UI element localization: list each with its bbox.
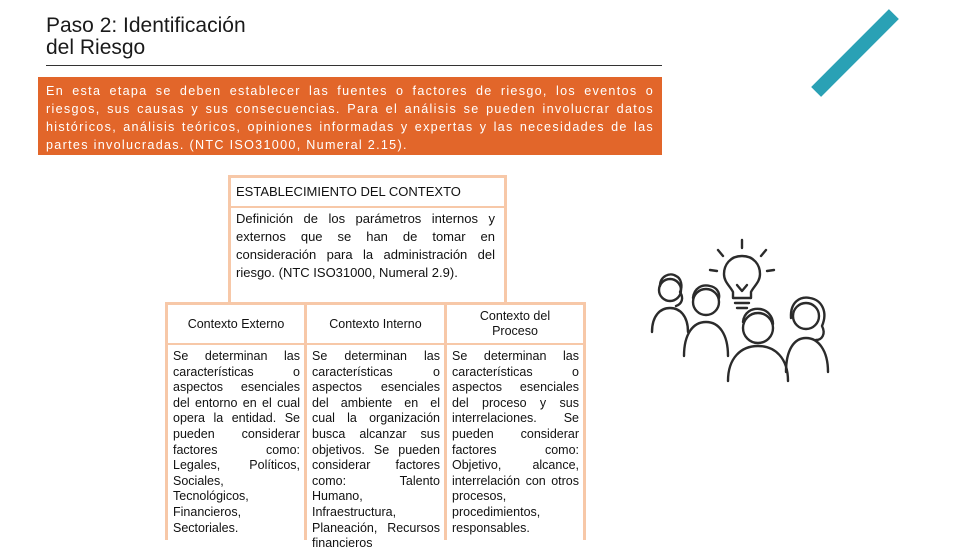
page-title-line2: del Riesgo xyxy=(46,36,146,59)
context-columns xyxy=(165,302,586,551)
intro-box xyxy=(38,77,662,155)
context-box xyxy=(228,175,507,302)
column-title-internal: Contexto Interno xyxy=(307,305,444,343)
column-title-process: Contexto del Proceso xyxy=(447,305,583,343)
column-body-process: Se determinan las características o aspectos esenciales del proceso y sus interrelaciones. Se pueden considerar factores como: Objetivo, alcance, interrelación con otros procesos, procedimientos, responsables. xyxy=(447,345,583,540)
context-description: Definición de los parámetros internos y externos que se han de tomar en consideración para la administración del riesgo. (NTC ISO31000, Numeral 2.9). xyxy=(231,208,504,302)
context-title: ESTABLECIMIENTO DEL CONTEXTO xyxy=(231,178,504,206)
column-title-external: Contexto Externo xyxy=(168,305,304,343)
page-title xyxy=(46,15,246,59)
page-title-line1: Paso 2: Identificación xyxy=(46,14,246,37)
decorative-accent-bar xyxy=(811,9,899,97)
people-idea-icon xyxy=(646,236,836,381)
title-divider xyxy=(46,65,662,66)
column-body-external: Se determinan las características o aspectos esenciales del entorno en el cual opera la entidad. Se pueden considerar factores como: Legales, Políticos, Sociales, Tecnológicos, Financieros, Sectoriales. xyxy=(168,345,304,540)
column-body-internal: Se determinan las características o aspectos esenciales del ambiente en el cual la organización busca alcanzar sus objetivos. Se pueden considerar factores como: Talento Humano, Infraestructura, Planeación, Recursos financieros xyxy=(307,345,444,540)
intro-text: En esta etapa se deben establecer las fuentes o factores de riesgo, los eventos o riesgos, sus causas y sus consecuencias. Para el análisis se pueden involucrar datos históricos, análisis teóricos, opiniones informadas y expertas y las necesidades de las partes involucradas. (NTC ISO31000, Numeral 2.15). xyxy=(46,84,654,152)
